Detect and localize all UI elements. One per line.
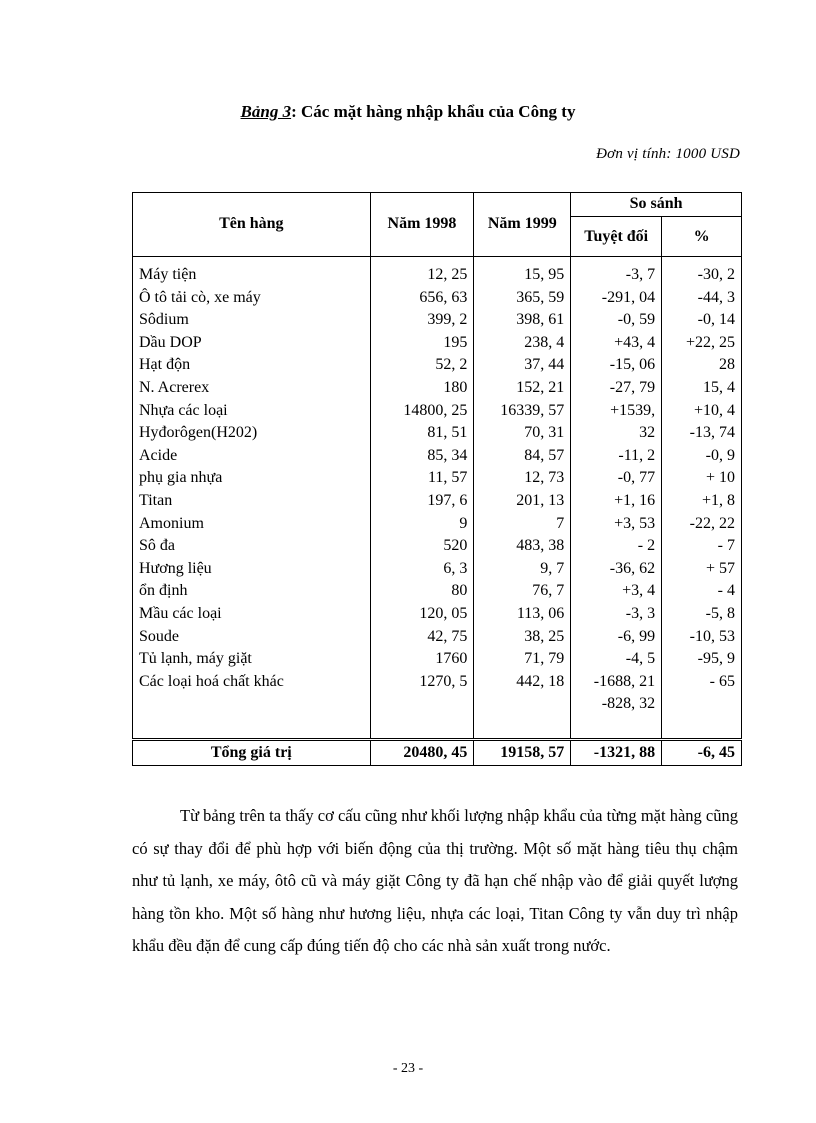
row-percent: -5, 8 — [662, 603, 742, 626]
row-name: phụ gia nhựa — [133, 467, 371, 490]
row-1999 — [474, 693, 571, 739]
row-name: Mầu các loại — [133, 603, 371, 626]
row-absolute: +1539, — [571, 400, 662, 423]
table-title-colon: : — [291, 102, 297, 121]
row-absolute: -3, 7 — [571, 257, 662, 287]
row-absolute: -0, 59 — [571, 309, 662, 332]
table-row — [133, 287, 742, 310]
row-1998: 1270, 5 — [370, 671, 474, 694]
row-1999: 152, 21 — [474, 377, 571, 400]
row-absolute: -11, 2 — [571, 445, 662, 468]
table-row — [133, 422, 742, 445]
row-1998: 120, 05 — [370, 603, 474, 626]
row-absolute: +3, 4 — [571, 580, 662, 603]
header-absolute: Tuyệt đối — [571, 217, 662, 257]
row-percent: -95, 9 — [662, 648, 742, 671]
row-1999: 15, 95 — [474, 257, 571, 287]
row-1999: 483, 38 — [474, 535, 571, 558]
table-row — [133, 626, 742, 649]
total-percent: -6, 45 — [662, 739, 742, 765]
row-name: Hạt độn — [133, 354, 371, 377]
table-row — [133, 400, 742, 423]
row-1998: 1760 — [370, 648, 474, 671]
row-absolute: -4, 5 — [571, 648, 662, 671]
row-1998: 81, 51 — [370, 422, 474, 445]
table-title — [0, 102, 816, 122]
table-row — [133, 309, 742, 332]
row-1999: 398, 61 — [474, 309, 571, 332]
table-row — [133, 377, 742, 400]
row-1998: 195 — [370, 332, 474, 355]
row-1999: 442, 18 — [474, 671, 571, 694]
header-1998: Năm 1998 — [370, 193, 474, 257]
header-1999: Năm 1999 — [474, 193, 571, 257]
row-1999: 16339, 57 — [474, 400, 571, 423]
row-absolute: +3, 53 — [571, 513, 662, 536]
page-number: - 23 - — [392, 1061, 424, 1076]
total-absolute: -1321, 88 — [571, 739, 662, 765]
row-name: Ô tô tải cò, xe máy — [133, 287, 371, 310]
row-1999: 365, 59 — [474, 287, 571, 310]
table-row — [133, 580, 742, 603]
row-1998: 656, 63 — [370, 287, 474, 310]
row-percent: -0, 9 — [662, 445, 742, 468]
row-percent: +10, 4 — [662, 400, 742, 423]
row-percent: -44, 3 — [662, 287, 742, 310]
body-paragraph — [132, 800, 738, 963]
total-row — [133, 739, 742, 765]
row-absolute: -3, 3 — [571, 603, 662, 626]
row-percent: - 7 — [662, 535, 742, 558]
total-1998: 20480, 45 — [370, 739, 474, 765]
row-absolute: -0, 77 — [571, 467, 662, 490]
row-percent: 28 — [662, 354, 742, 377]
row-name: N. Acrerex — [133, 377, 371, 400]
row-name: Dầu DOP — [133, 332, 371, 355]
row-name: Hương liệu — [133, 558, 371, 581]
table-body — [133, 257, 742, 740]
table-row — [133, 257, 742, 287]
header-compare: So sánh — [571, 193, 742, 217]
row-percent: - 65 — [662, 671, 742, 694]
row-1998: 14800, 25 — [370, 400, 474, 423]
table-title-label: Bảng 3 — [240, 102, 292, 121]
row-percent: + 10 — [662, 467, 742, 490]
table-row — [133, 648, 742, 671]
row-percent: +1, 8 — [662, 490, 742, 513]
row-percent: - 4 — [662, 580, 742, 603]
table-row — [133, 671, 742, 694]
row-name: Hyđorôgen(H202) — [133, 422, 371, 445]
row-absolute: -15, 06 — [571, 354, 662, 377]
row-1999: 37, 44 — [474, 354, 571, 377]
row-1999: 238, 4 — [474, 332, 571, 355]
row-absolute: +43, 4 — [571, 332, 662, 355]
row-absolute: -36, 62 — [571, 558, 662, 581]
row-1999: 201, 13 — [474, 490, 571, 513]
table-row — [133, 603, 742, 626]
unit-note: Đơn vị tính: 1000 USD — [596, 146, 740, 162]
row-absolute: -6, 99 — [571, 626, 662, 649]
row-name: Tủ lạnh, máy giặt — [133, 648, 371, 671]
row-1999: 113, 06 — [474, 603, 571, 626]
row-1998: 52, 2 — [370, 354, 474, 377]
header-name: Tên hàng — [133, 193, 371, 257]
row-absolute: -27, 79 — [571, 377, 662, 400]
row-absolute: -828, 32 — [571, 693, 662, 739]
table-row — [133, 354, 742, 377]
row-1998: 197, 6 — [370, 490, 474, 513]
table-row — [133, 467, 742, 490]
row-absolute: - 2 — [571, 535, 662, 558]
row-1998: 180 — [370, 377, 474, 400]
table-row — [133, 490, 742, 513]
total-label: Tổng giá trị — [133, 739, 371, 765]
row-name — [133, 693, 371, 739]
row-name: Amonium — [133, 513, 371, 536]
row-1999: 9, 7 — [474, 558, 571, 581]
row-1998: 520 — [370, 535, 474, 558]
row-percent: 15, 4 — [662, 377, 742, 400]
row-1998: 6, 3 — [370, 558, 474, 581]
imports-table — [132, 192, 742, 766]
row-absolute: -291, 04 — [571, 287, 662, 310]
row-absolute: -1688, 21 — [571, 671, 662, 694]
row-1999: 76, 7 — [474, 580, 571, 603]
table-row — [133, 332, 742, 355]
table-row — [133, 445, 742, 468]
row-1998 — [370, 693, 474, 739]
table-row — [133, 535, 742, 558]
row-name: Các loại hoá chất khác — [133, 671, 371, 694]
paragraph-text: Từ bảng trên ta thấy cơ cấu cũng như khối lượng nhập khẩu của từng mặt hàng cũng có sự thay đổi để phù hợp với biến động của thị trường. Một số mặt hàng tiêu thụ chậm như tủ lạnh, xe máy, ôtô cũ và máy giặt Công ty đã hạn chế nhập vào để giải quyết lượng hàng tồn kho. Một số hàng như hương liệu, nhựa các loại, Titan Công ty vẫn duy trì nhập khẩu đều đặn để cung cấp đúng tiến độ cho các nhà sản xuất trong nước. — [132, 806, 738, 955]
row-1999: 38, 25 — [474, 626, 571, 649]
row-name: Máy tiện — [133, 257, 371, 287]
row-1998: 80 — [370, 580, 474, 603]
row-percent: -10, 53 — [662, 626, 742, 649]
row-name: Sôdium — [133, 309, 371, 332]
row-name: ổn định — [133, 580, 371, 603]
row-percent: -0, 14 — [662, 309, 742, 332]
row-1998: 9 — [370, 513, 474, 536]
row-1998: 12, 25 — [370, 257, 474, 287]
row-percent: +22, 25 — [662, 332, 742, 355]
row-1999: 71, 79 — [474, 648, 571, 671]
row-absolute: 32 — [571, 422, 662, 445]
row-percent: -30, 2 — [662, 257, 742, 287]
table-row — [133, 558, 742, 581]
row-1998: 11, 57 — [370, 467, 474, 490]
row-1998: 85, 34 — [370, 445, 474, 468]
row-absolute: +1, 16 — [571, 490, 662, 513]
row-percent: -13, 74 — [662, 422, 742, 445]
table-row — [133, 693, 742, 739]
row-name: Soude — [133, 626, 371, 649]
total-1999: 19158, 57 — [474, 739, 571, 765]
row-percent — [662, 693, 742, 739]
row-1999: 84, 57 — [474, 445, 571, 468]
row-name: Titan — [133, 490, 371, 513]
row-1999: 7 — [474, 513, 571, 536]
row-name: Acide — [133, 445, 371, 468]
row-1999: 70, 31 — [474, 422, 571, 445]
row-percent: + 57 — [662, 558, 742, 581]
header-percent: % — [662, 217, 742, 257]
table-title-text: Các mặt hàng nhập khẩu của Công ty — [296, 102, 576, 121]
row-1999: 12, 73 — [474, 467, 571, 490]
row-name: Sô đa — [133, 535, 371, 558]
row-percent: -22, 22 — [662, 513, 742, 536]
table-row — [133, 513, 742, 536]
row-1998: 399, 2 — [370, 309, 474, 332]
row-1998: 42, 75 — [370, 626, 474, 649]
row-name: Nhựa các loại — [133, 400, 371, 423]
